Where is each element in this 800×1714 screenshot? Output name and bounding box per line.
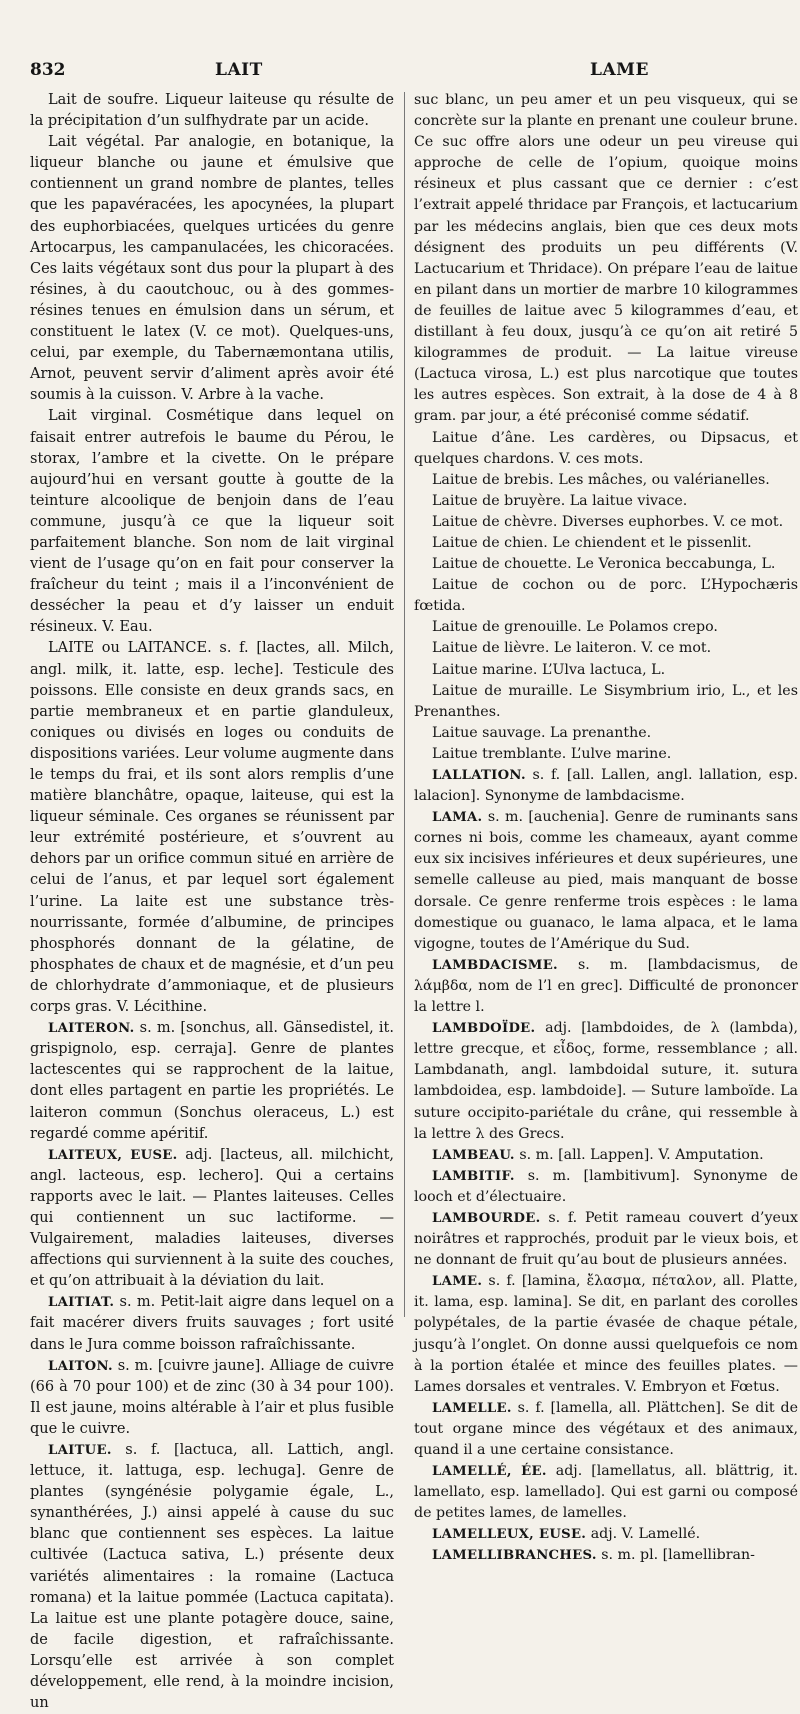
entry-paragraph: Lait de soufre. Liqueur laiteuse qu résulte de la précipitation d’un sulfhydrate par un acide. (30, 92, 394, 130)
entry-paragraph: Laitue sauvage. La prenanthe. (432, 724, 652, 741)
entry-headword: LAMA. (432, 810, 483, 826)
entry-paragraph: Laitue de brebis. Les mâches, ou valérianelles. (432, 471, 770, 488)
entry-paragraph: LAME. s. f. [lamina, ἔλασμα, πέταλον, all. Platte, it. lama, esp. lamina]. Se dit, en parlant des corolles polypétales, de la partie évasée de chaque pétale, jusqu’à l’onglet. On donne aussi quelquefois ce nom à la portion étalée et mince des feuilles plates. — Lames dorsales et ventrales. V. Embryon et Fœtus. (414, 1273, 798, 1395)
entry-paragraph: Laitue de chèvre. Diverses euphorbes. V. ce mot. (432, 513, 784, 530)
entry-paragraph: LAITIAT. s. m. Petit-lait aigre dans lequel on a fait macérer divers fruits sauvages ; fort usité dans le Jura comme boisson rafraîchissante. (30, 1294, 394, 1353)
entry-paragraph: Laitue de grenouille. Le Polamos crepo. (432, 619, 718, 636)
entry-headword: LAMBEAU. (432, 1147, 515, 1163)
entry-paragraph: Laitue de lièvre. Le laiteron. V. ce mot. (432, 640, 712, 657)
column-divider (404, 92, 405, 1317)
entry-paragraph: LALLATION. s. f. [all. Lallen, angl. lallation, esp. lalacion]. Synonyme de lambdacisme. (414, 767, 798, 805)
entry-paragraph: Laitue d’âne. Les cardères, ou Dipsacus, et quelques chardons. V. ces mots. (414, 429, 798, 467)
entry-headword: LAITEUX, EUSE. (48, 1147, 178, 1163)
entry-headword: LAME. (432, 1274, 483, 1290)
entry-paragraph: Laitue tremblante. L’ulve marine. (432, 745, 672, 762)
entry-headword: LAMBOURDE. (432, 1210, 541, 1226)
entry-headword: LALLATION. (432, 768, 526, 783)
header-left-word: LAIT (215, 60, 263, 80)
entry-paragraph: LAITUE. s. f. [lactuca, all. Lattich, angl. lettuce, it. lattuga, esp. lechuga]. Genre de plantes (syngénésie polygamie égale, L., synanthérées, J.) ainsi appelé à cause du suc blanc que contiennent ses espèces. La laitue cultivée (Lactuca sativa, L.) présente deux variétés alimentaires : la romaine (Lactuca romana) et la laitue pommée (Lactuca capitata). La laitue est une plante potagère douce, saine, de facile digestion, et rafraîchissante. Lorsqu’elle est arrivée à son complet développement, elle rend, à la moindre incision, un (30, 1442, 394, 1712)
entry-headword: LAMBDOÏDE. (432, 1021, 536, 1037)
entry-paragraph: Lait végétal. Par analogie, en botanique, la liqueur blanche ou jaune et émulsive que contiennent un grand nombre de plantes, telles que les papavéracées, les apocynées, la plupart des euphorbiacées, quelques urticées du genre Artocarpus, les campanulacées, les chicoracées. Ces laits végétaux sont dus pour la plupart à des résines, à du caoutchouc, ou à des gommes-résines tenues en émulsion dans un sérum, et constituent le latex (V. ce mot). Quelques-uns, celui, par exemple, du Tabernæmontana utilis, Arnot, peuvent servir d’aliment après avoir été soumis à la cuisson. V. Arbre à la vache. (30, 134, 394, 404)
entry-paragraph: suc blanc, un peu amer et un peu visqueux, qui se concrète sur la plante en prenant une couleur brune. Ce suc offre alors une odeur un peu vireuse qui approche de celle de l’opium, quoique moins résineux et plus cassant que ce dernier : c’est l’extrait appelé thridace par François, et lactucarium par les médecins anglais, bien que ces deux mots désignent des produits un peu différents (V. Lactucarium et Thridace). On prépare l’eau de laitue en pilant dans un mortier de marbre 10 kilogrammes de feuilles de laitue avec 5 kilogrammes d’eau, et distillant à feu doux, jusqu’à ce qu’on ait retiré 5 kilogrammes de produit. — La laitue vireuse (Lactuca virosa, L.) est plus narcotique que toutes les autres espèces. Son extrait, à la dose de 4 à 8 gram. par jour, a été préconisé comme sédatif. (414, 92, 798, 425)
entry-paragraph: LAMELLE. s. f. [lamella, all. Plättchen]. Se dit de tout organe mince des végétaux et des animaux, quand il a une certaine consistance. (414, 1399, 798, 1458)
entry-paragraph: Laitue de chouette. Le Veronica beccabunga, L. (432, 556, 776, 573)
entry-headword: LAMELLÉ, ÉE. (432, 1464, 547, 1480)
entry-headword: LAITIAT. (48, 1295, 115, 1311)
left-column (30, 90, 395, 1712)
entry-paragraph: LAMBDACISME. s. m. [lambdacismus, de λάμβδα, nom de l’l en grec]. Difficulté de prononcer la lettre l. (414, 956, 798, 1016)
entry-paragraph: LAITON. s. m. [cuivre jaune]. Alliage de cuivre (66 à 70 pour 100) et de zinc (30 à 34 pour 100). Il est jaune, moins altérable à l’air et plus fusible que le cuivre. (30, 1357, 394, 1437)
entry-headword: LAMELLIBRANCHES. (432, 1548, 597, 1564)
entry-headword: LAMBDACISME. (432, 957, 558, 973)
entry-headword: LAMBITIF. (432, 1168, 515, 1184)
entry-headword: LAITERON. (48, 1021, 135, 1037)
entry-paragraph: Laitue de cochon ou de porc. L’Hypochæris fœtida. (414, 577, 798, 615)
entry-paragraph: LAITE ou LAITANCE. s. f. [lactes, all. Milch, angl. milk, it. latte, esp. leche]. Testicule des poissons. Elle consiste en deux grands sacs, en partie membraneux et en partie glanduleux, coniques ou divisés en loges ou conduits de dispositions variées. Leur volume augmente dans le temps du frai, et ils sont alors remplis d’une matière blanchâtre, opaque, laiteuse, qui est la liqueur séminale. Ces organes se réunissent par leur extrémité postérieure, et s’ouvrent au dehors par un orifice commun situé en arrière de celui de l’anus, et par lequel sort également l’urine. La laite est une substance très-nourrissante, formée d’albumine, de principes phosphorés donnant de la gélatine, de phosphates de chaux et de magnésie, et d’un peu de chlorhydrate d’ammoniaque, et de plusieurs corps gras. V. Lécithine. (30, 640, 394, 1016)
entry-headword: LAMELLE. (432, 1400, 512, 1416)
entry-paragraph: LAMBDOÏDE. adj. [lambdoides, de λ (lambda), lettre grecque, et εἶδος, forme, ressemblance ; all. Lambdanath, angl. lambdoidal suture, it. sutura lambdoidea, esp. lambdoide]. — Suture lamboïde. La suture occipito-pariétale du crâne, qui ressemble à la lettre λ des Grecs. (414, 1020, 798, 1142)
entry-paragraph: LAMBOURDE. s. f. Petit rameau couvert d’yeux noirâtres et rapprochés, produit par le vieux bois, et ne donnant de fruit qu’au bout de plusieurs années. (414, 1209, 798, 1269)
running-header (30, 60, 792, 86)
entry-paragraph: LAMA. s. m. [auchenia]. Genre de ruminants sans cornes ni bois, comme les chameaux, ayant comme eux six incisives inférieures et deux supérieures, une semelle calleuse au pied, mais manquant de bosse dorsale. Ce genre renferme trois espèces : le lama domestique ou guanaco, le lama alpaca, et le lama vigogne, toutes de l’Amérique du Sud. (414, 809, 798, 952)
entry-paragraph: LAITERON. s. m. [sonchus, all. Gänsedistel, it. grispignolo, esp. cerraja]. Genre de plantes lactescentes qui se rapprochent de la laitue, dont elles partagent en partie les propriétés. Le laiteron commun (Sonchus oleraceus, L.) est regardé comme apéritif. (30, 1020, 394, 1142)
entry-headword: LAITON. (48, 1358, 113, 1374)
entry-paragraph: Laitue de chien. Le chiendent et le pissenlit. (432, 534, 752, 551)
entry-paragraph: Lait virginal. Cosmétique dans lequel on faisait entrer autrefois le baume du Pérou, le storax, l’ambre et la civette. On le prépare aujourd’hui en versant goutte à goutte de la teinture alcoolique de benjoin dans de l’eau commune, jusqu’à ce que la liqueur soit parfaitement blanche. Son nom de lait virginal vient de l’usage qu’on en fait pour conserver la fraîcheur du teint ; mais il a l’inconvénient de dessécher la peau et d’y laisser un enduit résineux. V. Eau. (30, 408, 394, 636)
entry-paragraph: Laitue de bruyère. La laitue vivace. (432, 492, 688, 509)
entry-paragraph: LAMELLIBRANCHES. s. m. pl. [lamellibran- (432, 1547, 755, 1564)
entry-headword: LAITUE. (48, 1443, 112, 1458)
entry-paragraph: Laitue de muraille. Le Sisymbrium irio, L., et les Prenanthes. (414, 682, 798, 720)
entry-paragraph: LAITEUX, EUSE. adj. [lacteus, all. milchicht, angl. lacteous, esp. lechero]. Qui a certains rapports avec le lait. — Plantes laiteuses. Celles qui contiennent un suc lactiforme. — Vulgairement, maladies laiteuses, diverses affections qui surviennent à la suite des couches, et qu’on attribuait à la déviation du lait. (30, 1146, 395, 1290)
header-right-word: LAME (590, 60, 649, 80)
entry-paragraph: LAMELLÉ, ÉE. adj. [lamellatus, all. blättrig, it. lamellato, esp. lamellado]. Qui est garni ou composé de petites lames, de lamelles. (414, 1463, 798, 1522)
entry-paragraph: LAMBITIF. s. m. [lambitivum]. Synonyme de looch et d’électuaire. (414, 1167, 798, 1205)
entry-paragraph: LAMELLEUX, EUSE. adj. V. Lamellé. (432, 1526, 701, 1543)
entry-headword: LAMELLEUX, EUSE. (432, 1527, 587, 1543)
right-column (414, 90, 798, 1564)
page-number: 832 (30, 60, 66, 80)
entry-paragraph: LAMBEAU. s. m. [all. Lappen]. V. Amputation. (432, 1146, 764, 1163)
entry-paragraph: Laitue marine. L’Ulva lactuca, L. (432, 661, 666, 678)
